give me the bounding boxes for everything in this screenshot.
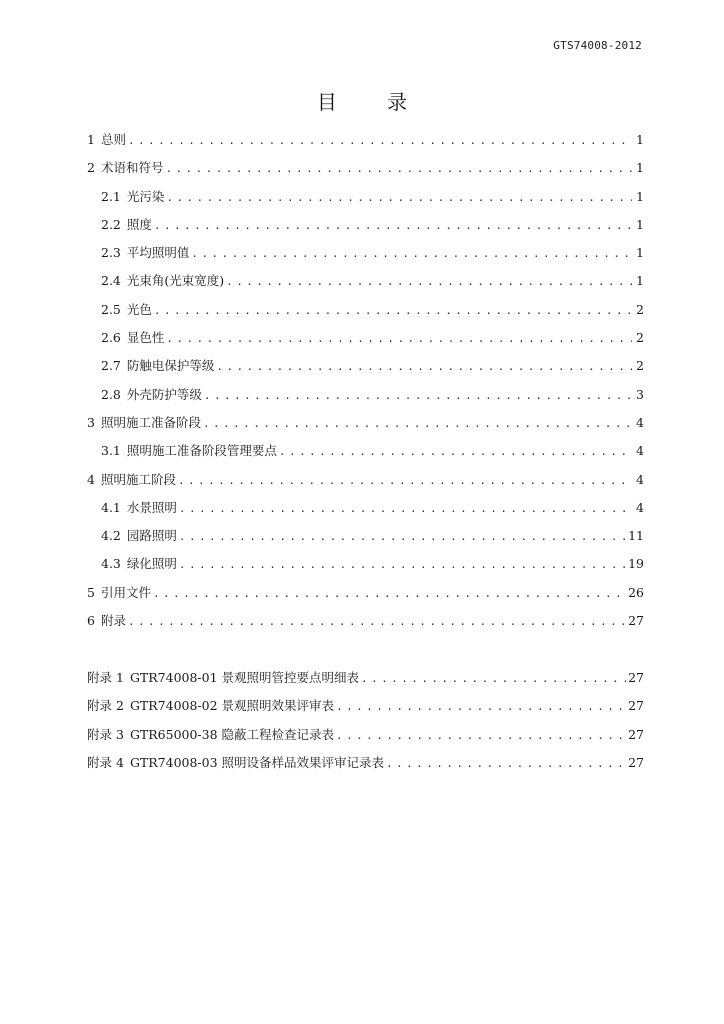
toc-entry-label: 显色性: [126, 330, 165, 346]
toc-entry-title: [87, 413, 201, 431]
toc-page-number: 19: [628, 556, 644, 572]
toc-page-number: 27: [628, 670, 644, 685]
dot-leader: [386, 757, 626, 770]
toc-entry-label: 引用文件: [100, 584, 151, 600]
toc-entry-number: 附录 1: [87, 670, 124, 685]
document-code: GTS74008-2012: [553, 39, 642, 52]
toc-entry-title: [101, 554, 177, 572]
dot-leader: [154, 304, 632, 317]
toc-entry-label: 附录: [100, 613, 126, 629]
toc-page-number: 1: [636, 188, 644, 204]
toc-entry-number: 6: [87, 613, 95, 629]
toc-page-number: 3: [636, 386, 644, 402]
toc-entry-title: [87, 470, 176, 488]
toc-entry-title: [101, 356, 214, 374]
toc-entry-title: [101, 328, 164, 346]
table-of-contents: [87, 130, 644, 639]
toc-page-number: 4: [636, 414, 644, 430]
toc-entry[interactable]: [87, 583, 644, 611]
toc-entry[interactable]: [87, 356, 644, 384]
toc-page-number: 11: [628, 528, 644, 544]
toc-page-number: 27: [628, 613, 644, 629]
toc-entry-number: 4.1: [101, 499, 121, 515]
toc-entry-label: 防触电保护等级: [126, 358, 215, 374]
page-title: 目 录: [316, 90, 430, 114]
toc-entry[interactable]: [87, 130, 644, 158]
toc-entry-number: 3.1: [101, 443, 121, 459]
toc-entry-label: 照明施工阶段: [100, 471, 176, 487]
toc-entry-label: 照明施工准备阶段管理要点: [126, 443, 277, 459]
dot-leader: [154, 219, 632, 232]
toc-entry[interactable]: [87, 498, 644, 526]
dot-leader: [279, 445, 632, 458]
toc-entry-number: 附录 4: [87, 754, 124, 770]
toc-entry-label: 光束角(光束宽度): [126, 273, 225, 289]
dot-leader: [166, 191, 632, 204]
toc-entry-label: 光污染: [126, 188, 165, 204]
toc-entry-number: 3: [87, 414, 95, 430]
toc-entry[interactable]: [87, 300, 644, 328]
toc-entry-number: 附录 3: [87, 726, 124, 742]
dot-leader: [361, 672, 626, 685]
dot-leader: [179, 502, 632, 515]
dot-leader: [128, 615, 626, 628]
toc-entry-title: [101, 215, 152, 233]
toc-entry-label: GTR74008-02 景观照明效果评审表: [129, 698, 335, 714]
toc-entry-number: 附录 2: [87, 698, 124, 714]
toc-entry-number: 2.4: [101, 273, 121, 289]
dot-leader: [204, 389, 632, 402]
toc-page-number: 1: [636, 160, 644, 176]
toc-page-number: 4: [636, 471, 644, 487]
toc-entry-label: 总则: [100, 132, 126, 147]
toc-entry-label: 平均照明值: [126, 245, 190, 261]
toc-entry-label: 照度: [126, 216, 152, 232]
toc-page-number: 4: [636, 443, 644, 459]
toc-entry-label: 光色: [126, 301, 152, 317]
toc-entry[interactable]: [87, 554, 644, 582]
dot-leader: [179, 558, 626, 571]
toc-entry-title: [101, 271, 224, 289]
appendix-list: [87, 668, 644, 781]
toc-entry-label: 园路照明: [126, 528, 177, 544]
toc-entry[interactable]: [87, 611, 644, 639]
dot-leader: [153, 587, 626, 600]
toc-entry-label: GTR74008-01 景观照明管控要点明细表: [129, 670, 360, 685]
toc-entry[interactable]: [87, 526, 644, 554]
toc-entry-title: [101, 498, 177, 516]
toc-entry-title: [101, 187, 164, 205]
toc-entry-title: [101, 300, 152, 318]
toc-entry[interactable]: [87, 470, 644, 498]
dot-leader: [203, 417, 632, 430]
toc-entry-number: 2.5: [101, 301, 121, 317]
toc-page-number: 4: [636, 499, 644, 515]
toc-entry-number: 2.1: [101, 188, 121, 204]
toc-page-number: 2: [636, 330, 644, 346]
toc-page-number: 2: [636, 301, 644, 317]
toc-entry[interactable]: [87, 696, 644, 724]
dot-leader: [166, 332, 632, 345]
toc-entry[interactable]: [87, 385, 644, 413]
toc-entry-label: 术语和符号: [100, 160, 164, 176]
toc-entry-title: [101, 243, 189, 261]
toc-entry-number: 2.3: [101, 245, 121, 261]
toc-page-number: 1: [636, 245, 644, 261]
toc-entry[interactable]: [87, 271, 644, 299]
toc-entry-label: GTR74008-03 照明设备样品效果评审记录表: [129, 754, 385, 770]
toc-entry-number: 1: [87, 132, 95, 147]
toc-entry[interactable]: [87, 243, 644, 271]
toc-entry-title: [87, 753, 384, 771]
toc-page-number: 1: [636, 273, 644, 289]
dot-leader: [165, 162, 632, 175]
toc-entry[interactable]: [87, 753, 644, 781]
toc-entry-number: 2: [87, 160, 95, 176]
toc-page-number: 2: [636, 358, 644, 374]
toc-entry-number: 4.3: [101, 556, 121, 572]
toc-entry-number: 5: [87, 584, 95, 600]
toc-page-number: 27: [628, 698, 644, 714]
toc-entry-number: 2.7: [101, 358, 121, 374]
toc-entry[interactable]: [87, 187, 644, 215]
toc-entry-title: [87, 583, 151, 601]
toc-entry-title: [87, 725, 334, 743]
dot-leader: [336, 700, 626, 713]
toc-entry[interactable]: [87, 328, 644, 356]
dot-leader: [216, 360, 632, 373]
toc-page-number: 27: [628, 754, 644, 770]
toc-entry-label: GTR65000-38 隐蔽工程检查记录表: [129, 726, 335, 742]
dot-leader: [336, 729, 626, 742]
toc-entry-title: [87, 696, 334, 714]
dot-leader: [226, 275, 632, 288]
toc-entry-number: 2.6: [101, 330, 121, 346]
toc-page-number: 1: [636, 216, 644, 232]
toc-entry-label: 绿化照明: [126, 556, 177, 572]
toc-entry-label: 水景照明: [126, 499, 177, 515]
toc-entry-title: [87, 668, 359, 686]
toc-entry-title: [87, 611, 126, 629]
toc-entry-label: 外壳防护等级: [126, 386, 202, 402]
toc-entry-number: 2.8: [101, 386, 121, 402]
toc-entry[interactable]: [87, 215, 644, 243]
toc-entry-label: 照明施工准备阶段: [100, 414, 201, 430]
toc-entry-number: 4: [87, 471, 95, 487]
toc-page-number: 26: [628, 584, 644, 600]
toc-entry-title: [87, 130, 126, 148]
toc-entry-title: [101, 441, 277, 459]
toc-entry[interactable]: [87, 441, 644, 469]
toc-page-number: 27: [628, 726, 644, 742]
toc-entry-title: [101, 526, 177, 544]
toc-entry[interactable]: [87, 413, 644, 441]
toc-entry-number: 4.2: [101, 528, 121, 544]
toc-page-number: 1: [636, 132, 644, 147]
toc-entry[interactable]: [87, 158, 644, 186]
toc-entry-title: [87, 158, 163, 176]
toc-entry[interactable]: [87, 725, 644, 753]
dot-leader: [128, 134, 632, 147]
toc-entry-number: 2.2: [101, 216, 121, 232]
dot-leader: [179, 530, 626, 543]
toc-entry[interactable]: [87, 668, 644, 696]
dot-leader: [178, 474, 632, 487]
toc-entry-title: [101, 385, 202, 403]
dot-leader: [191, 247, 632, 260]
